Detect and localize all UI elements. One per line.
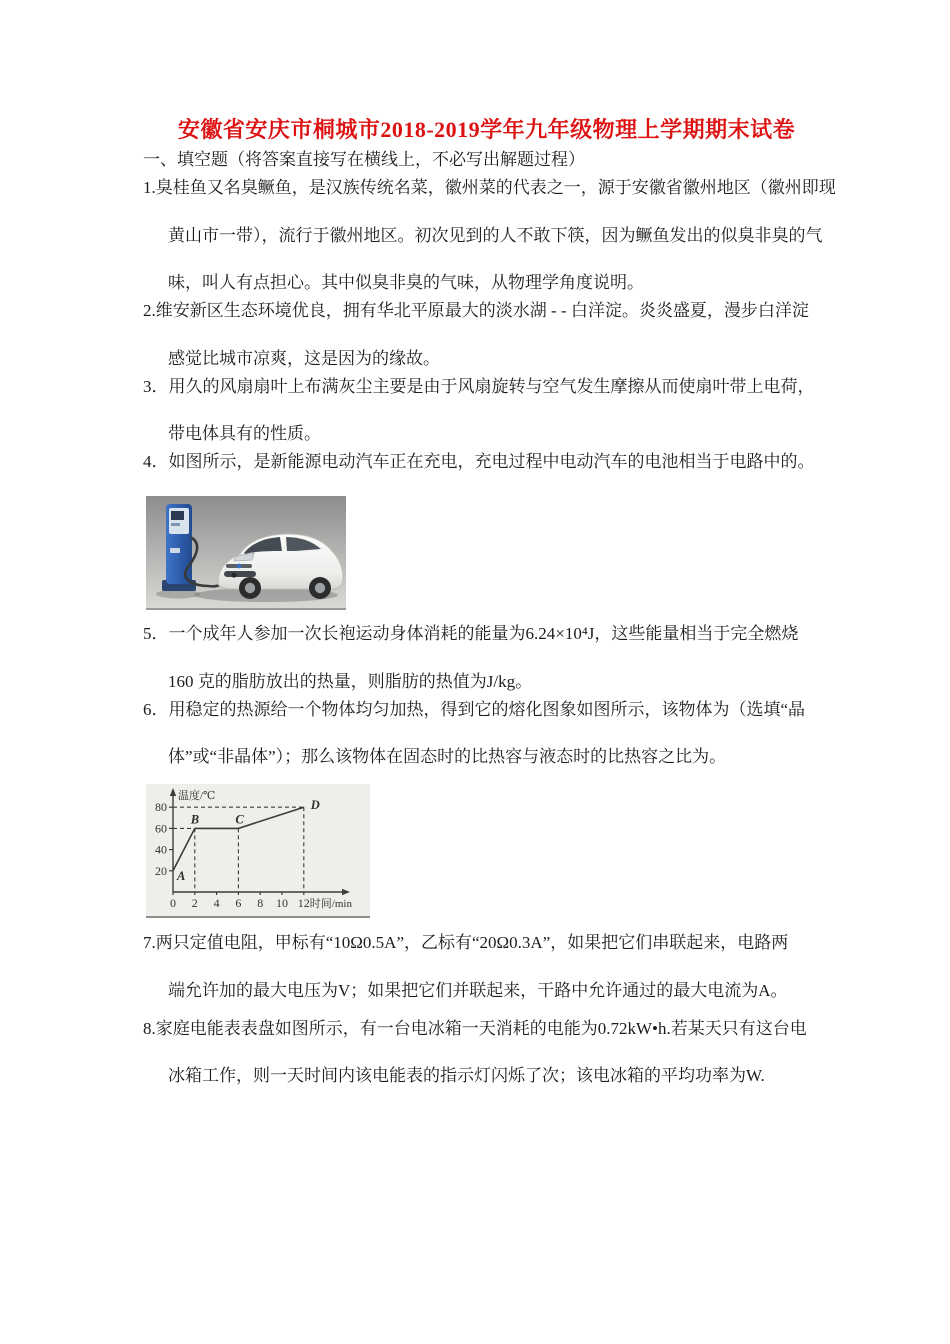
svg-text:2: 2 xyxy=(191,896,198,910)
svg-text:温度/℃: 温度/℃ xyxy=(178,790,216,802)
question-1 xyxy=(143,174,836,297)
section-heading: 一、填空题（将答案直接写在横线上，不必写出解题过程） xyxy=(143,150,585,169)
svg-text:8: 8 xyxy=(257,896,264,910)
car-badge xyxy=(237,564,242,569)
question-5 xyxy=(143,620,830,696)
question-8-line-2: 冰箱工作，则一天时间内该电能表的指示灯闪烁了次；该电冰箱的平均功率为W. xyxy=(168,1066,765,1085)
svg-text:10: 10 xyxy=(276,896,288,910)
page-title: 安徽省安庆市桐城市2018-2019学年九年级物理上学期期末试卷 xyxy=(177,117,796,142)
melting-graph-figure xyxy=(146,784,370,918)
graph-point-labels xyxy=(176,798,320,883)
graph-axes xyxy=(170,788,350,895)
car-air-intake xyxy=(224,571,256,577)
svg-text:时间/min: 时间/min xyxy=(309,898,352,910)
question-3-line-2: 带电体具有的性质。 xyxy=(168,424,321,443)
graph-ticks xyxy=(155,800,310,910)
question-6 xyxy=(143,696,830,772)
question-7-line-2: 端允许加的最大电压为V；如果把它们并联起来，干路中允许通过的最大电流为A。 xyxy=(168,980,788,1000)
car-wheel-front-rim xyxy=(245,583,255,593)
question-5-line-2: 160 克的脂肪放出的热量，则脂肪的热值为J/kg。 xyxy=(168,671,533,691)
question-6-line-1: 6．用稳定的热源给一个物体均匀加热，得到它的熔化图象如图所示，该物体为（选填“晶 xyxy=(143,699,806,719)
question-5-line-1: 5．一个成年人参加一次长袍运动身体消耗的能量为6.24×10⁴J，这些能量相当于完全燃烧 xyxy=(143,624,799,643)
question-3 xyxy=(143,373,830,449)
charging-station-label xyxy=(170,548,180,553)
question-2 xyxy=(143,297,830,373)
question-4 xyxy=(143,448,830,476)
question-6-line-2: 体”或“非晶体”）；那么该物体在固态时的比热容与液态时的比热容之比为。 xyxy=(168,747,727,766)
charging-station xyxy=(162,504,196,591)
svg-text:B: B xyxy=(190,812,200,827)
svg-text:40: 40 xyxy=(155,842,167,857)
question-4-line-1: 4．如图所示，是新能源电动汽车正在充电，充电过程中电动汽车的电池相当于电路中的。 xyxy=(143,452,815,471)
charging-station-screen xyxy=(171,511,184,520)
car-charging-photo xyxy=(146,496,346,610)
question-3-line-1: 3．用久的风扇扇叶上布满灰尘主要是由于风扇旋转与空气发生摩擦从而使扇叶带上电荷， xyxy=(143,376,815,396)
question-1-line-1: 1.臭桂鱼又名臭鳜鱼，是汉族传统名菜，徽州菜的代表之一，源于安徽省徽州地区（徽州即现 xyxy=(143,178,836,197)
question-7-line-1: 7.两只定值电阻，甲标有“10Ω0.5A”，乙标有“20Ω0.3A”，如果把它们串联起来，电路两 xyxy=(143,933,789,952)
svg-text:D: D xyxy=(310,798,320,813)
car-charge-port xyxy=(231,572,236,577)
question-2-line-1: 2.维安新区生态环境优良，拥有华北平原最大的淡水湖 - - 白洋淀。炎炎盛夏，漫步白洋淀 xyxy=(143,301,809,320)
svg-text:C: C xyxy=(235,812,244,827)
car-charging-illustration xyxy=(146,496,346,608)
svg-text:20: 20 xyxy=(155,863,167,878)
svg-text:A: A xyxy=(177,868,186,883)
question-2-line-2: 感觉比城市凉爽，这是因为的缘故。 xyxy=(168,348,440,368)
melting-graph xyxy=(146,784,370,916)
svg-text:80: 80 xyxy=(155,800,167,815)
question-7 xyxy=(143,929,830,1005)
question-1-line-3: 味，叫人有点担心。其中似臭非臭的气味，从物理学角度说明。 xyxy=(168,273,644,292)
svg-text:12: 12 xyxy=(297,896,310,910)
svg-text:60: 60 xyxy=(155,821,167,836)
svg-text:4: 4 xyxy=(213,896,220,910)
question-1-line-2: 黄山市一带），流行于徽州地区。初次见到的人不敢下筷，因为鳜鱼发出的似臭非臭的气 xyxy=(168,225,823,245)
svg-text:6: 6 xyxy=(235,896,242,910)
svg-text:0: 0 xyxy=(170,896,176,910)
charging-station-buttons xyxy=(171,523,180,526)
question-8-line-1: 8.家庭电能表表盘如图所示，有一台电冰箱一天消耗的电能为0.72kW•h.若某天只有这台电 xyxy=(143,1018,807,1038)
question-8 xyxy=(143,1015,830,1091)
car-wheel-rear-rim xyxy=(315,583,325,593)
